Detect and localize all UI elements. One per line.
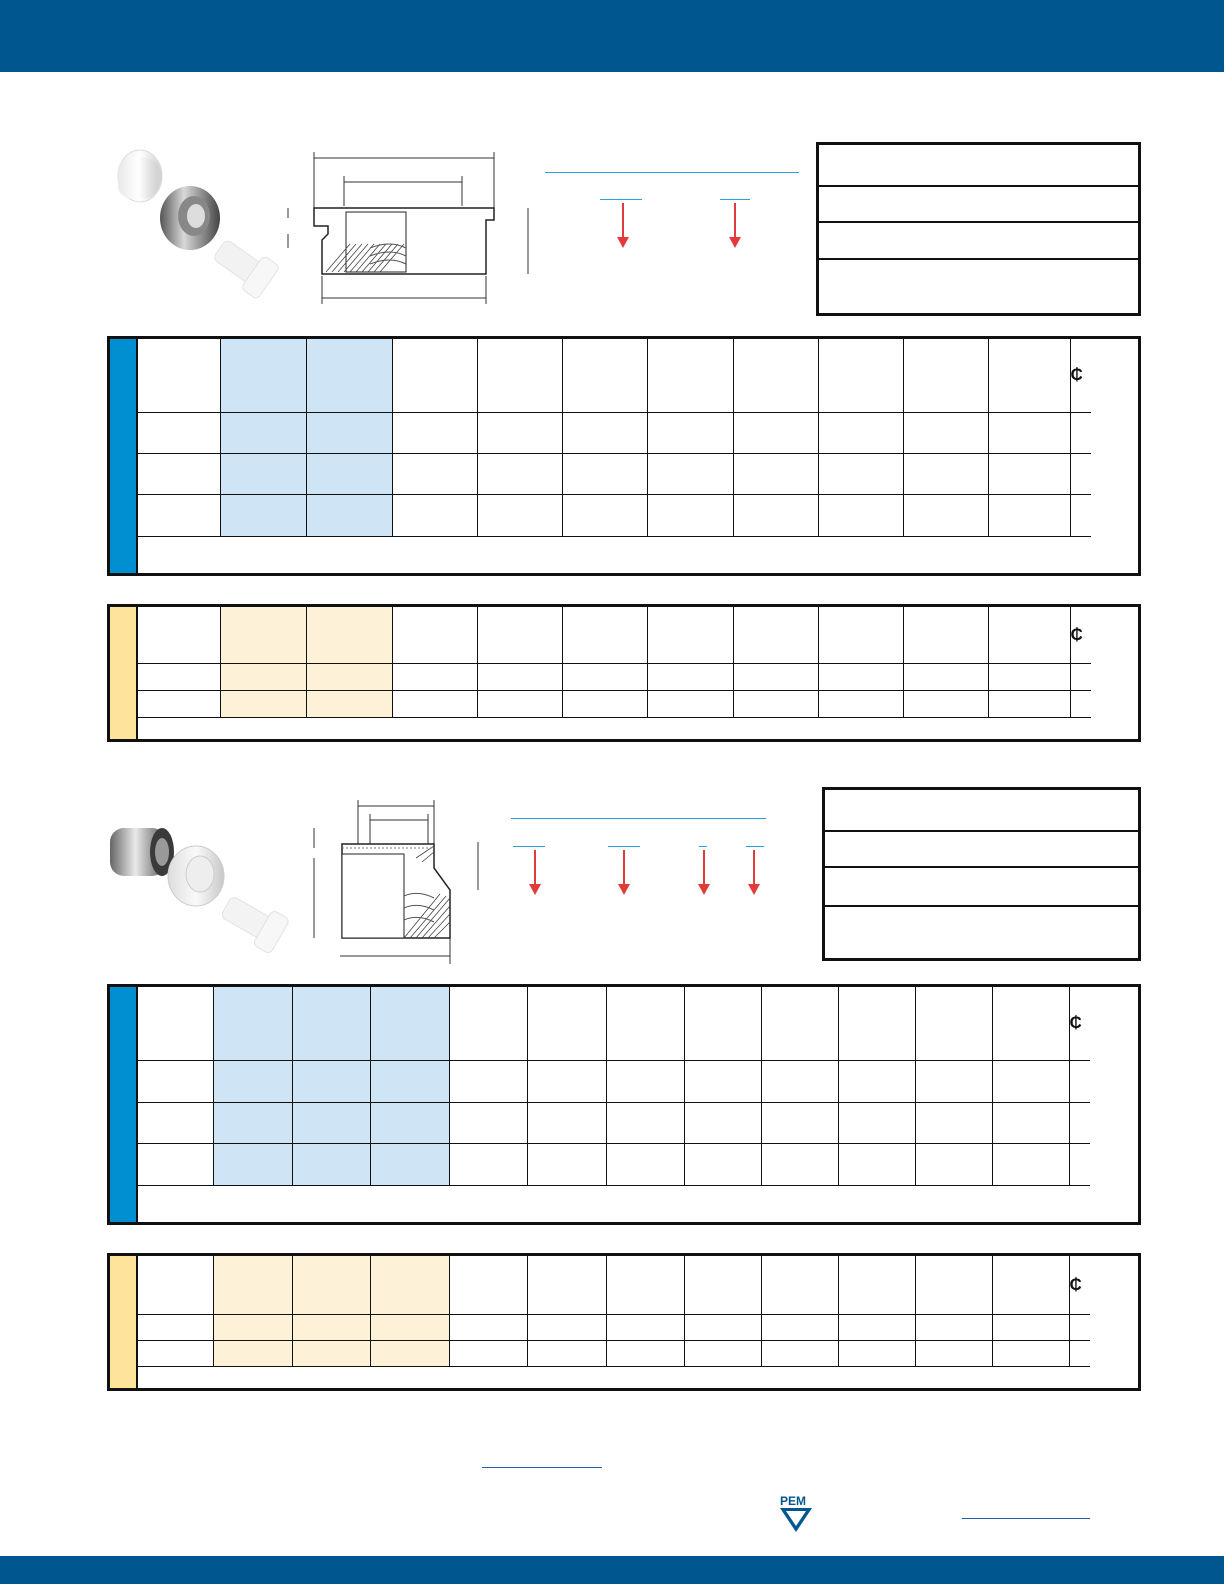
callout-short-line [699, 846, 707, 847]
metric-spec-table [107, 984, 1141, 1225]
centerline-symbol: ₵ [1069, 1013, 1082, 1033]
callout-short-line [600, 199, 642, 200]
callout-arrow-icon [747, 850, 761, 896]
spec-grid [136, 1256, 1090, 1367]
cross-section-drawing-icon [306, 798, 502, 964]
table-header-row [136, 1256, 1090, 1314]
centerline-symbol: ₵ [1069, 1274, 1082, 1294]
header-bar [0, 0, 1224, 72]
callout-arrow-icon [697, 850, 711, 896]
callout-short-line [720, 199, 750, 200]
callout-line [545, 172, 799, 173]
info-box-row [819, 221, 1138, 260]
info-box [816, 142, 1141, 316]
fastener-photo-icon [104, 818, 292, 954]
table-row [136, 1102, 1090, 1143]
table-row [136, 412, 1091, 453]
callout-line [511, 818, 766, 819]
cross-section-drawing-icon [280, 148, 542, 308]
table-row [136, 453, 1091, 494]
info-box-row [819, 145, 1138, 187]
table-header-row [136, 607, 1091, 663]
table-row [136, 1060, 1090, 1102]
pem-logo-icon [778, 1492, 814, 1534]
info-box-row [825, 830, 1138, 868]
table-side-tab [110, 339, 138, 573]
table-row [136, 1366, 1090, 1367]
hyperlink-underline[interactable] [482, 1467, 602, 1468]
svg-text:PEM: PEM [780, 1494, 807, 1508]
metric-spec-table [107, 336, 1141, 576]
callout-short-line [513, 846, 545, 847]
table-header-row [136, 987, 1090, 1060]
table-row [136, 717, 1091, 718]
info-box-row [819, 185, 1138, 223]
spec-grid [136, 607, 1091, 718]
callout-arrow-icon [528, 850, 542, 896]
table-row [136, 1185, 1090, 1186]
centerline-symbol: ₵ [1070, 624, 1083, 644]
footer-bar [0, 1556, 1224, 1584]
callout-arrow-icon [728, 203, 742, 249]
table-side-tab [110, 987, 138, 1222]
callout-arrow-icon [617, 850, 631, 896]
callout-short-line [746, 846, 764, 847]
centerline-symbol: ₵ [1070, 365, 1083, 385]
table-side-tab [110, 607, 138, 739]
info-box-row [825, 866, 1138, 907]
inch-spec-table [107, 1253, 1141, 1391]
callout-short-line [608, 846, 640, 847]
hyperlink-underline[interactable] [962, 1518, 1090, 1519]
callout-arrow-icon [616, 203, 630, 249]
fastener-photo-icon [104, 146, 280, 306]
table-row [136, 494, 1091, 536]
table-row [136, 690, 1091, 717]
spec-grid [136, 339, 1091, 537]
table-row [136, 663, 1091, 690]
table-header-row [136, 339, 1091, 412]
table-row [136, 1340, 1090, 1366]
table-row [136, 1314, 1090, 1340]
info-box [822, 787, 1141, 961]
table-row [136, 1143, 1090, 1185]
spec-grid [136, 987, 1090, 1186]
table-row [136, 536, 1091, 537]
info-box-row [825, 790, 1138, 832]
inch-spec-table [107, 604, 1141, 742]
table-side-tab [110, 1256, 138, 1388]
